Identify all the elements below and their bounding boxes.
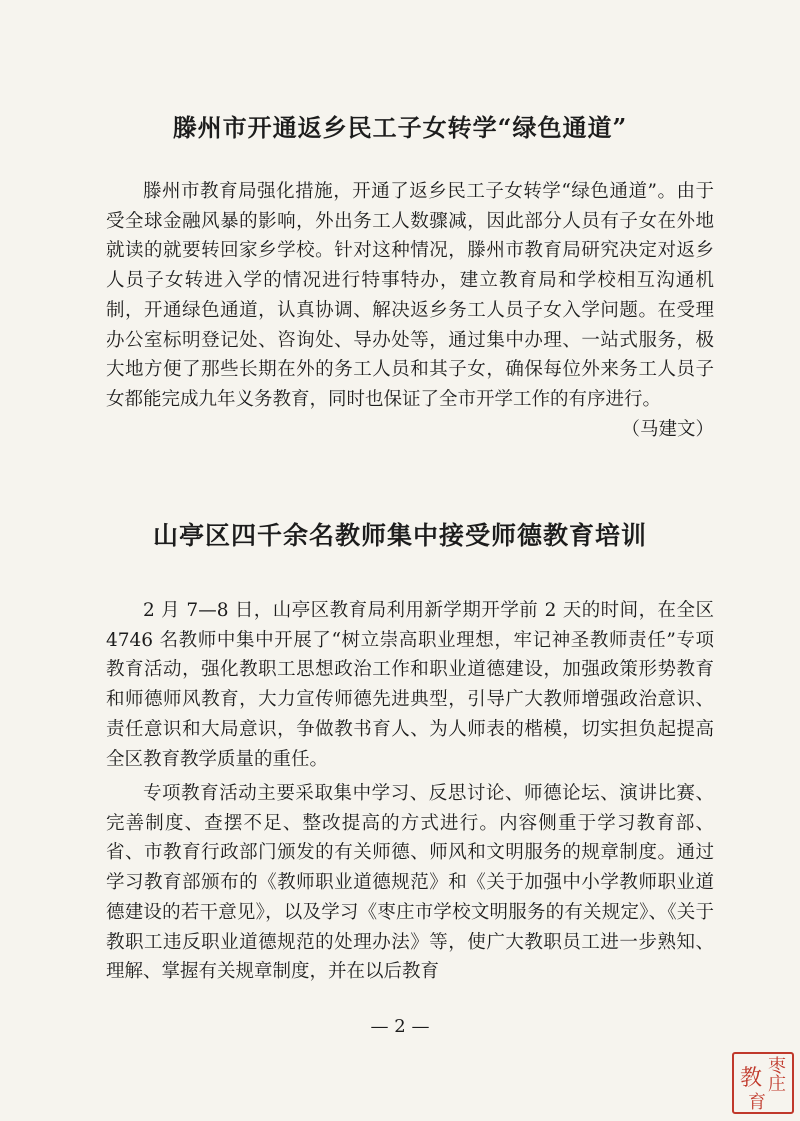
article-2-title: 山亭区四千余名教师集中接受师德教育培训 — [152, 521, 647, 550]
article-1-body: 滕州市教育局强化措施，开通了返乡民工子女转学“绿色通道”。由于受全球金融风暴的影响，外出务工人数骤减，因此部分人员有子女在外地就读的就要转回家乡学校。针对这种情况，滕州市教育局研究决定对返乡人员子女转进入学的情况进行特事特办，建立教育局和学校相互沟通机制，开通绿色通道，认真协调、解决返乡务工人员子女入学问题。在受理办公室标明登记处、咨询处、导办处等，通过集中办理、一站式服务，极大地方便了那些长期在外的务工人员和其子女，确保每位外来务工人员子女都能完成九年义务教育，同时也保证了全市开学工作的有序进行。 — [106, 181, 714, 410]
page-number: — 2 — — [370, 1016, 430, 1037]
article-1-paragraph — [106, 177, 714, 444]
article-1-title: 滕州市开通返乡民工子女转学“绿色通道” — [172, 113, 628, 142]
seal-stamp: 枣 庄 教 育 — [732, 1052, 794, 1114]
article-1-signature: （马建文） — [621, 418, 714, 440]
article-2-paragraph-2: 专项教育活动主要采取集中学习、反思讨论、师德论坛、演讲比赛、完善制度、查摆不足、整改提高的方式进行。内容侧重于学习教育部、省、市教育行政部门颁发的有关师德、师风和文明服务的规章制度。通过学习教育部颁布的《教师职业道德规范》和《关于加强中小学教师职业道德建设的若干意见》，以及学习《枣庄市学校文明服务的有关规定》、《关于教职工违反职业道德规范的处理办法》等，使广大教职员工进一步熟知、理解、掌握有关规章制度，并在以后教育 — [106, 783, 714, 983]
article-2-paragraph-1: 2 月 7—8 日，山亭区教育局利用新学期开学前 2 天的时间，在全区 4746 名教师中集中开展了“树立崇高职业理想，牢记神圣教师责任”专项教育活动，强化教职工思想政治工作和职业道德建设，加强政策形势教育和师德师风教育，大力宣传师德先进典型，引导广大教师增强政治意识、责任意识和大局意识，争做教书育人、为人师表的楷模，切实担负起提高全区教育教学质量的重任。 — [106, 600, 714, 770]
